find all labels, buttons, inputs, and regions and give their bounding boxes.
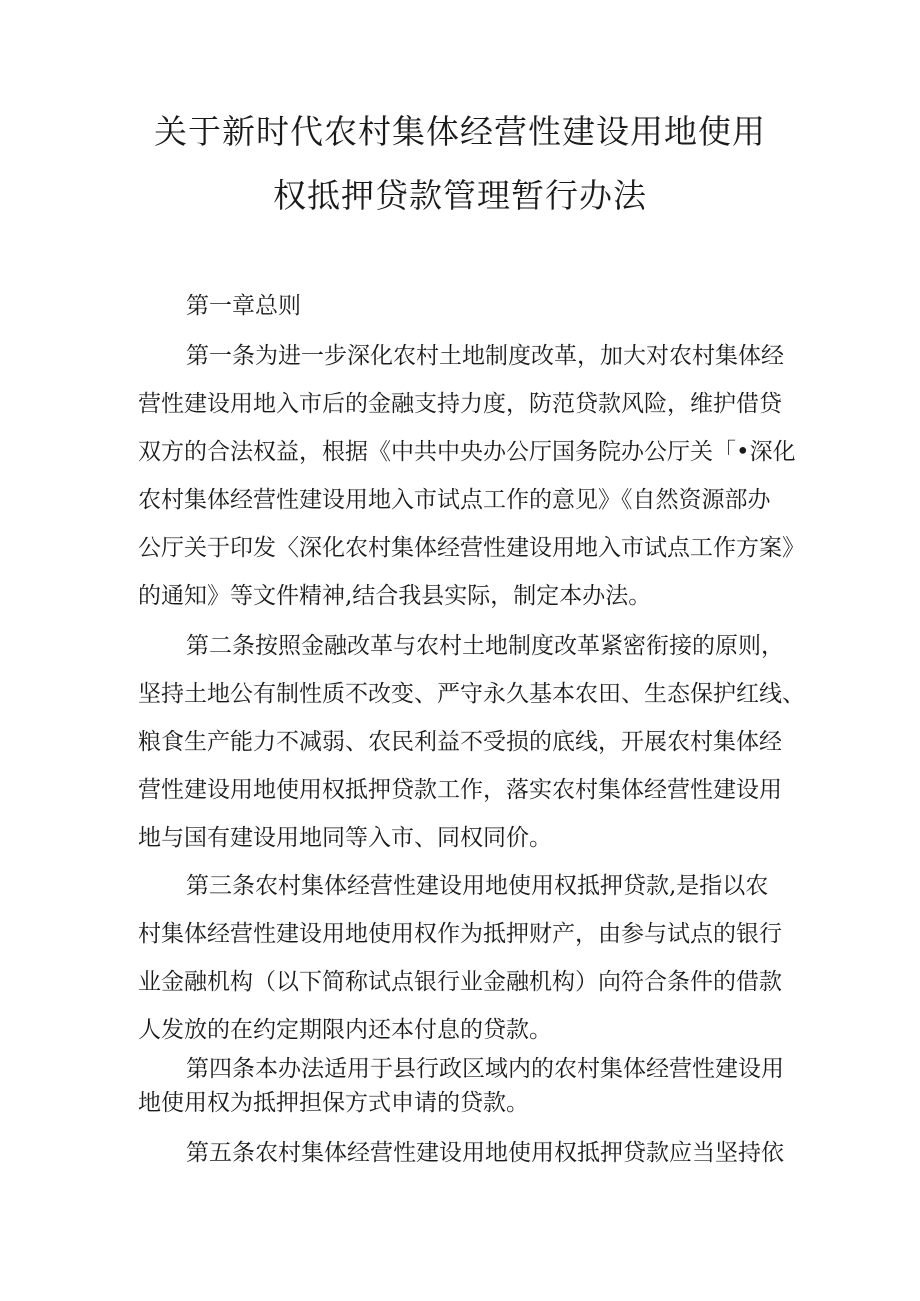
article-3-line-3: 业金融机构（以下简称试点银行业金融机构）向符合条件的借款 [138, 969, 782, 995]
article-5-line-1: 第五条农村集体经营性建设用地使用权抵押贷款应当坚持依 [186, 1140, 784, 1166]
document-title-line-2: 权抵押贷款管理暂行办法 [273, 176, 647, 215]
article-1-line-3: 双方的合法权益，根据《中共中央办公厅国务院办公厅关「•深化 [138, 439, 796, 465]
article-1-line-4: 农村集体经营性建设用地入市试点工作的意见》《自然资源部办 [138, 487, 771, 513]
article-2-line-5: 地与国有建设用地同等入市、同权同价。 [138, 825, 552, 851]
article-4-line-1: 第四条本办法适用于县行政区域内的农村集体经营性建设用 [186, 1056, 784, 1082]
article-2-line-3: 粮食生产能力不减弱、农民利益不受损的底线，开展农村集体经 [138, 729, 782, 755]
document-title-line-1: 关于新时代农村集体经营性建设用地使用 [154, 112, 766, 151]
article-1-line-2: 营性建设用地入市后的金融支持力度，防范贷款风险，维护借贷 [138, 391, 782, 417]
article-1-line-5: 公厅关于印发〈深化农村集体经营性建设用地入市试点工作方案》 [138, 535, 805, 561]
article-2-line-4: 营性建设用地使用权抵押贷款工作，落实农村集体经营性建设用 [138, 777, 782, 803]
article-3-line-4: 人发放的在约定期限内还本付息的贷款。 [138, 1017, 552, 1043]
article-3-line-2: 村集体经营性建设用地使用权作为抵押财产，由参与试点的银行 [138, 921, 782, 947]
chapter-heading: 第一章总则 [186, 293, 301, 319]
article-1-line-6: 的通知》等文件精神,结合我县实际，制定本办法。 [138, 583, 652, 609]
article-4-line-2: 地使用权为抵押担保方式申请的贷款。 [138, 1090, 529, 1116]
article-1-line-1: 第一条为进一步深化农村土地制度改革，加大对农村集体经 [186, 343, 784, 369]
article-2-line-2: 坚持土地公有制性质不改变、严守永久基本农田、生态保护红线、 [138, 681, 805, 707]
article-3-line-1: 第三条农村集体经营性建设用地使用权抵押贷款,是指以农 [186, 873, 769, 899]
article-2-line-1: 第二条按照金融改革与农村土地制度改革紧密衔接的原则， [186, 633, 784, 659]
